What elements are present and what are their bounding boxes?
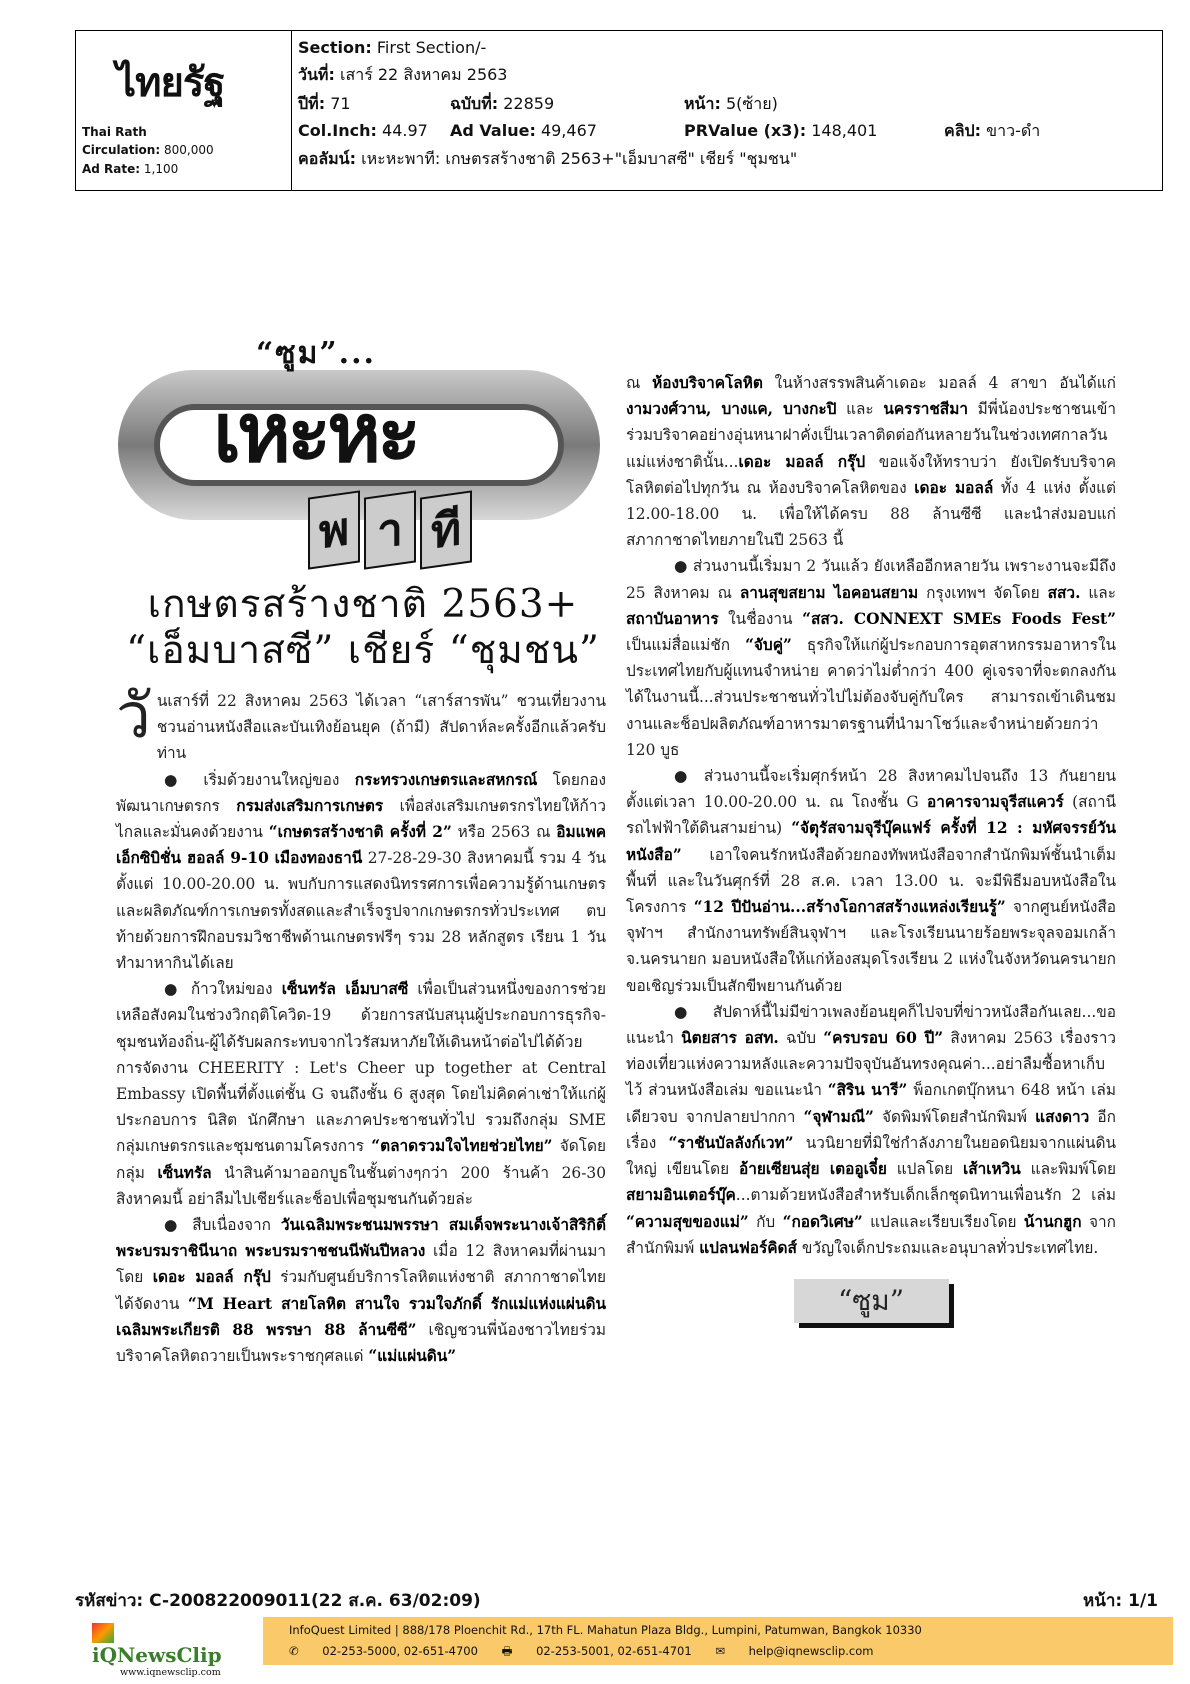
bold-text-run: “สสว. CONNEXT SMEs Foods Fest”: [802, 609, 1116, 628]
text-run: และพิมพ์โดย: [1020, 1160, 1116, 1179]
text-run: จากสำนักพิมพ์: [626, 1212, 1117, 1257]
iqnewsclip-logo: [92, 1622, 242, 1678]
bold-text-run: ลานสุขสยาม ไอคอนสยาม: [739, 583, 919, 602]
bold-text-run: “แม่แผ่นดิน”: [368, 1347, 457, 1366]
ad-rate-value: 1,100: [143, 162, 179, 176]
text-run: สิงหาคม 2563 เรื่องราวท่องเที่ยวแห่งความหลังและความปัจจุบันอันทรงคุณค่า...อย่าลืมซื้อหาเก็บไว้ ส่วนหนังสือเล่ม ขอแนะนำ: [626, 1029, 1116, 1100]
colinch-label: Col.Inch:: [298, 121, 377, 140]
year-label: ปีที่:: [298, 94, 326, 113]
text-run: นวนิยายที่มิใช่กำลังภายในยอดนิยมจากแผ่นดินใหญ่ เขียนโดย: [626, 1133, 1116, 1179]
issue-label: ฉบับที่:: [450, 94, 499, 113]
bold-text-run: สถาบันอาหาร: [626, 609, 719, 628]
text-run: ในห้างสรรพสินค้าเดอะ มอลล์ 4 สาขา อันได้แก่: [762, 374, 1116, 392]
email-link[interactable]: help@iqnewsclip.com: [748, 1644, 874, 1658]
text-run: กับ: [748, 1212, 783, 1231]
text-run: ขอแจ้งให้ทราบว่า ยังเปิดรับบริจาคโลหิตต่อไปทุกวัน ณ ห้องบริจาคโลหิตของ: [626, 452, 1116, 497]
bold-text-run: กรมส่งเสริมการเกษตร: [236, 796, 384, 815]
circulation-value: 800,000: [163, 143, 214, 157]
clip-metadata: [292, 31, 1162, 190]
bold-text-run: กระทรวงเกษตรและสหกรณ์: [354, 770, 538, 789]
email-icon: ✉: [715, 1644, 725, 1658]
text-run: ขวัญใจเด็กประถมและอนุบาลทั่วประเทศไทย.: [796, 1238, 1099, 1257]
column-value: เหะหะพาที: เกษตรสร้างชาติ 2563+"เอ็มบาสซี" เชียร์ "ชุมชน": [361, 149, 798, 168]
text-run: นเสาร์ที่ 22 สิงหาคม 2563 ได้เวลา “เสาร์สารพัน” ชวนเที่ยวงาน ชวนอ่านหนังสือและบันเทิงย้อนยุค (ถ้ามี) สัปดาห์ละครั้งอีกแล้วครับท่าน: [156, 692, 606, 763]
bold-text-run: “12 ปีปันอ่าน...สร้างโอกาสสร้างแหล่งเรียนรู้”: [693, 898, 1006, 917]
article-paragraph: [626, 553, 1116, 763]
contact-bar: [263, 1617, 1173, 1665]
text-run: นำสินค้ามาออกบูธในชั้นต่างๆกว่า 200 ร้านค้า 26-30 สิงหาคมนี้ อย่าลืมไปเชียร์และช็อปเพื่อชุมชนกันด้วยล่ะ: [116, 1163, 606, 1208]
logo-tile: พ: [308, 490, 360, 569]
text-run: ● สืบเนื่องจาก: [164, 1216, 281, 1235]
article-column-left: [116, 679, 607, 1369]
logo-zoom-text: “ซูม”...: [256, 336, 376, 371]
text-run: ณ: [626, 374, 653, 392]
year-value: 71: [330, 94, 351, 113]
bold-text-run: “สิริน นารี”: [827, 1081, 908, 1100]
issue-value: 22859: [503, 94, 555, 113]
text-run: เชิญชวนพี่น้องชาวไทยร่วมบริจาคโลหิตถวายเป็นพระราชกุศลแด่: [116, 1320, 606, 1366]
bold-text-run: “จัตุรัสจามจุรีบุ๊คแฟร์ ครั้งที่ 12 : มหัศจรรย์วันหนังสือ”: [626, 819, 1117, 864]
news-id: รหัสข่าว: C-200822009011(22 ส.ค. 63/02:09): [75, 1591, 481, 1611]
clip-value: ขาว-ดำ: [986, 121, 1041, 140]
section-value: First Section/-: [376, 38, 487, 57]
bold-text-run: “ตลาดรวมใจไทยช่วยไทย”: [371, 1137, 553, 1156]
bold-text-run: นิตยสาร อสท.: [681, 1029, 779, 1048]
text-run: เมื่อ 12 สิงหาคมที่ผ่านมา โดย: [116, 1242, 606, 1287]
article-paragraph: [116, 767, 606, 977]
text-run: พ็อกเกตบุ๊กหนา 648 หน้า เล่มเดียวจบ จากปลายปากกา: [626, 1081, 1116, 1126]
page-number: หน้า: 1/1: [1083, 1591, 1158, 1611]
text-run: 27-28-29-30 สิงหาคมนี้ รวม 4 วัน ตั้งแต่ 10.00-20.00 น. พบกับการแสดงนิทรรศการเพื่อความรู้ด้านเกษตร และผลิตภัณฑ์การเกษตรทั้งสดและสำเร็จรูปจากเกษตรกรทั่วประเทศ ตบท้ายด้วยการฝึกอบรมวิชาชีพด้านเกษตรฟรีๆ รวม 28 หลักสูตร เรียน 1 วัน ทำมาหากินได้เลย: [116, 849, 606, 973]
text-run: ● เริ่มด้วยงานใหญ่ของ: [164, 770, 355, 789]
text-run: แปลและเรียบเรียงโดย: [862, 1212, 1024, 1231]
bold-text-run: เส้าเหวิน: [962, 1160, 1021, 1179]
bold-text-run: “กอดวิเศษ”: [782, 1212, 863, 1231]
text-run: ● ก้าวใหม่ของ: [164, 980, 282, 999]
bold-text-run: “M Heart สายโลหิต สานใจ รวมใจภักดิ์ รักแม่แห่งแผ่นดิน เฉลิมพระเกียรติ 88 พรรษา 88 ล้านซีซี”: [116, 1294, 606, 1339]
bold-text-run: เซ็นทรัล เอ็มบาสซี: [281, 980, 409, 999]
column-label: คอลัมน์:: [298, 149, 356, 168]
fax-numbers: 02-253-5001, 02-651-4701: [536, 1644, 692, 1658]
ad-rate-label: Ad Rate:: [82, 162, 141, 176]
bold-text-run: เดอะ มอลล์ กรุ๊ป: [152, 1268, 271, 1287]
clipping-info-header: [75, 30, 1163, 191]
text-run: (สถานีรถไฟฟ้าใต้ดินสามย่าน): [626, 793, 1116, 838]
date-label: วันที่:: [298, 65, 335, 84]
text-run: มีพี่น้องประชาชนเข้าร่วมบริจาคอย่างอุ่นหนาฝาคั่งเป็นเวลาติดต่อกันหลายวันในช่วงเทศกาลวันแม่แห่งชาตินั้น...: [626, 400, 1116, 471]
prvalue-label: PRValue (x3):: [684, 121, 807, 140]
publication-name: Thai Rath: [82, 125, 147, 139]
iqnewsclip-mark-icon: [92, 1623, 114, 1643]
text-run: ...ตามด้วยหนังสือสำหรับเด็กเล็กชุดนิทานเพื่อนรัก 2 เล่ม: [735, 1186, 1116, 1205]
text-run: และ: [836, 400, 884, 419]
text-run: ในชื่องาน: [718, 609, 803, 628]
bold-text-run: “เกษตรสร้างชาติ ครั้งที่ 2”: [268, 823, 452, 842]
prvalue-value: 148,401: [811, 121, 878, 140]
circulation-label: Circulation:: [82, 143, 161, 157]
author-signature: “ซูม”: [794, 1279, 949, 1323]
company-address: InfoQuest Limited | 888/178 Ploenchit Rd., 17th FL. Mahatun Plaza Bldg., Lumpini, Patumwan, Bangkok 10330: [289, 1623, 922, 1637]
text-run: ร่วมกับศูนย์บริการโลหิตแห่งชาติ สภากาชาดไทย ได้จัดงาน: [116, 1268, 606, 1313]
text-run: จัดพิมพ์โดยสำนักพิมพ์: [873, 1107, 1036, 1126]
clip-label: คลิป:: [944, 121, 982, 140]
text-run: ● สัปดาห์นี้ไม่มีข่าวเพลงย้อนยุคก็ไปจบที่ข่าวหนังสือกันเลย...ขอแนะนำ: [626, 1002, 1116, 1048]
article-paragraph: [626, 370, 1116, 553]
page-value: 5(ซ้าย): [725, 94, 778, 113]
bold-text-run: ห้องบริจาคโลหิต: [652, 374, 763, 392]
bold-text-run: สสว.: [1047, 583, 1081, 602]
logo-tile: ที: [420, 490, 472, 569]
colinch-value: 44.97: [382, 121, 428, 140]
iqnewsclip-brand: iQNewsClip: [92, 1642, 222, 1667]
bold-text-run: สยามอินเตอร์บุ๊ค: [626, 1186, 736, 1205]
article-paragraph: [116, 679, 606, 767]
text-run: โดยกองพัฒนาเกษตรกร: [116, 770, 606, 815]
bold-text-run: “จุฬามณี”: [803, 1107, 874, 1126]
article-column-right: [626, 370, 1116, 1323]
text-run: เป็นแม่สื่อแม่ชัก: [626, 636, 746, 655]
text-run: แปลโดย: [886, 1160, 963, 1179]
bold-text-run: วันเฉลิมพระชนมพรรษา สมเด็จพระนางเจ้าสิริกิติ์ พระบรมราชินีนาถ พระบรมราชชนนีพันปีหลวง: [116, 1216, 606, 1261]
drop-cap: วั: [116, 679, 151, 752]
column-logo: [118, 336, 600, 577]
headline-line-2: “เอ็มบาสซี” เชียร์ “ชุมชน”: [126, 628, 600, 673]
publication-info: [76, 31, 292, 190]
article-paragraph: [626, 763, 1116, 999]
advalue-label: Ad Value:: [450, 121, 536, 140]
newspaper-logo: ไทยรัฐ: [116, 60, 225, 106]
logo-tile: า: [364, 490, 416, 569]
section-label: Section:: [298, 38, 372, 57]
text-run: ● ส่วนงานนี้เริ่มมา 2 วันแล้ว ยังเหลืออีกหลายวัน เพราะงานจะมีถึง 25 สิงหาคม ณ: [626, 557, 1116, 602]
bold-text-run: “จับคู่”: [745, 636, 792, 655]
text-run: และ: [1080, 583, 1116, 602]
bold-text-run: แสงดาว: [1035, 1107, 1090, 1126]
text-run: หรือ 2563 ณ: [451, 823, 557, 842]
fax-icon: 🖶: [501, 1644, 513, 1658]
phone-numbers: 02-253-5000, 02-651-4700: [322, 1644, 478, 1658]
bold-text-run: “ครบรอบ 60 ปี”: [823, 1029, 944, 1048]
article-paragraph: [626, 999, 1116, 1261]
text-run: ธุรกิจให้แก่ผู้ประกอบการอุตสาหกรรมอาหารในประเทศไทยกับผู้แทนจำหน่าย คาดว่าไม่ต่ำกว่า 400 คู่เจรจาที่จะตกลงกันได้ในงานนี้...ส่วนประชาชนทั่วไปไม่ต้องจับคู่กับใคร สามารถเข้าเดินชมงานและช็อปผลิตภัณฑ์อาหารมาตรฐานที่นำมาโชว์และจำหน่ายด้วยกว่า 120 บูธ: [626, 636, 1116, 759]
text-run: จากศูนย์หนังสือจุฬาฯ สำนักงานทรัพย์สินจุฬาฯ และโรงเรียนนายร้อยพระจุลจอมเกล้า จ.นครนายก มอบหนังสือให้แก่ห้องสมุดโรงเรียน 2 แห่งในจังหวัดนครนายก ขอเชิญร่วมเป็นสักขีพยานกันด้วย: [626, 898, 1116, 995]
date-value: เสาร์ 22 สิงหาคม 2563: [339, 65, 508, 84]
logo-tiles: [308, 494, 476, 566]
phone-icon: ✆: [289, 1644, 299, 1658]
bold-text-run: งามวงศ์วาน, บางแค, บางกะปิ: [626, 400, 837, 419]
bold-text-run: อ้ายเซียนสุ่ย เตออูเจี๋ย: [739, 1160, 887, 1179]
bold-text-run: เดอะ มอลล์: [914, 478, 994, 497]
text-run: ทั้ง 4 แห่ง ตั้งแต่ 12.00-18.00 น. เพื่อให้ได้ครบ 88 ล้านซีซี และนำส่งมอบแก่สภากาชาดไทยภายในปี 2563 นี้: [626, 478, 1117, 550]
bold-text-run: เซ็นทรัล: [157, 1163, 212, 1182]
iqnewsclip-url: www.iqnewsclip.com: [120, 1666, 221, 1678]
bold-text-run: อิมแพค เอ็กซิบิชั่น ฮอลล์ 9-10 เมืองทองธานี: [116, 823, 607, 868]
text-run: เพื่อเป็นส่วนหนึ่งของการช่วยเหลือสังคมในช่วงวิกฤติโควิด-19 ด้วยการสนับสนุนผู้ประกอบการธุรกิจ-ชุมชนท้องถิ่น-ผู้ได้รับผลกระทบจากไวรัสมหาภัยให้เดินหน้าต่อไปได้ด้วยการจัดงาน CHEERITY : Let's Cheer up together at Central Embassy เปิดพื้นที่ตั้งแต่ชั้น G จนถึงชั้น 6 สูงสุด โดยไม่คิดค่าเช่าให้แก่ผู้ประกอบการ นิสิต นักศึกษา และภาคประชาชนทั่วไป รวมถึงกลุ่ม SME กลุ่มเกษตรกรและชุมชนตามโครงการ: [116, 980, 606, 1156]
text-run: อีกเรื่อง: [626, 1107, 1116, 1152]
bold-text-run: เดอะ มอลล์ กรุ๊ป: [738, 452, 866, 471]
page-label: หน้า:: [684, 94, 721, 113]
bold-text-run: น้านกฮูก: [1023, 1212, 1082, 1231]
bold-text-run: นครราชสีมา: [883, 400, 968, 419]
bold-text-run: “ความสุขของแม่”: [626, 1212, 749, 1231]
article-paragraph: [116, 976, 606, 1212]
text-run: กรุงเทพฯ จัดโดย: [918, 583, 1048, 602]
text-run: จัดโดยกลุ่ม: [116, 1137, 607, 1182]
text-run: เอาใจคนรักหนังสือด้วยกองทัพหนังสือจากสำนักพิมพ์ชั้นนำเต็มพื้นที่ และในวันศุกร์ที่ 28 ส.ค. เวลา 13.00 น. จะมีพิธีมอบหนังสือในโครงการ: [626, 845, 1116, 917]
bold-text-run: อาคารจามจุรีสแควร์: [927, 793, 1064, 812]
article-paragraph: [116, 1212, 606, 1369]
bold-text-run: “ราชันบัลลังก์เวท”: [668, 1133, 794, 1152]
text-run: เพื่อส่งเสริมเกษตรกรไทยให้ก้าวไกลและมั่นคงด้วยงาน: [116, 796, 606, 842]
headline-line-1: เกษตรสร้างชาติ 2563+: [147, 582, 579, 627]
advalue-value: 49,467: [540, 121, 597, 140]
article-headline: [118, 582, 608, 674]
logo-main-text: เหะหะ: [213, 386, 418, 481]
text-run: ฉบับ: [778, 1029, 824, 1048]
text-run: ● ส่วนงานนี้จะเริ่มศุกร์หน้า 28 สิงหาคมไปจนถึง 13 กันยายน ตั้งแต่เวลา 10.00-20.00 น. ณ โถงชั้น G: [626, 767, 1116, 812]
bold-text-run: แปลนฟอร์คิดส์: [699, 1238, 797, 1257]
